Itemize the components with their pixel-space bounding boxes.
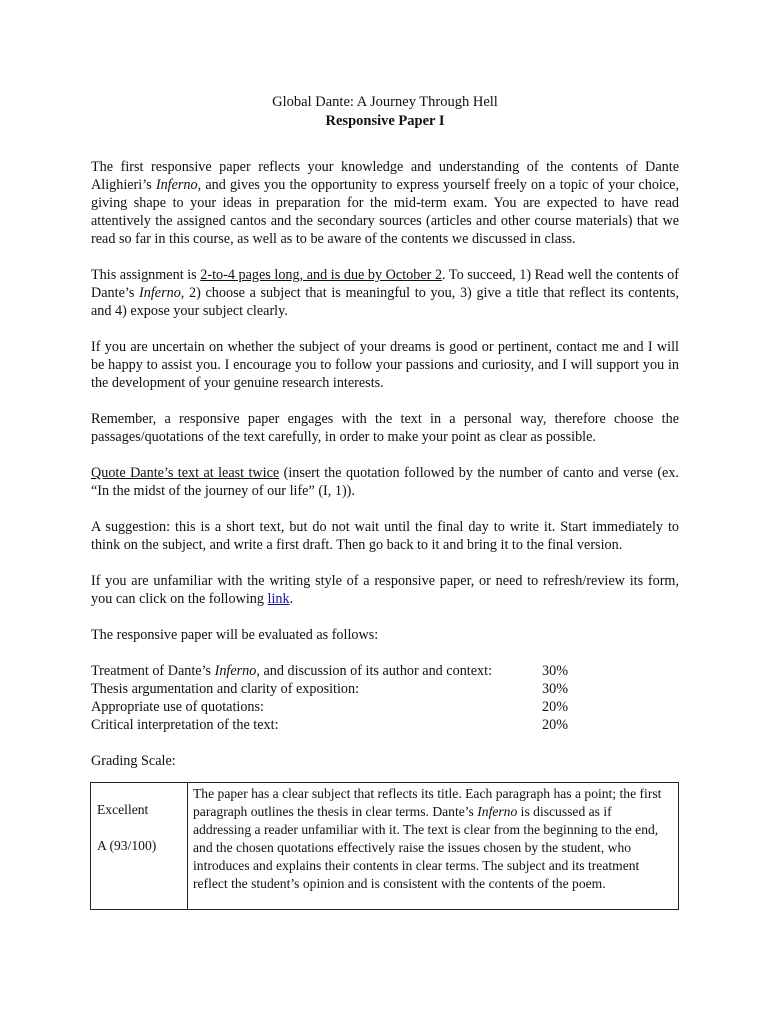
grade-name: Excellent [97,802,149,817]
style-guide-link[interactable]: link [267,591,290,607]
remember-paragraph: Remember, a responsive paper engages with the text in a personal way, therefore choose the passages/quotations of the text carefully, in order to make your point as clear as possible. [91,411,679,445]
course-title: Global Dante: A Journey Through Hell [272,94,498,110]
grade-description: The paper has a clear subject that reflects its title. Each paragraph has a point; the first paragraph outlines the thesis in clear terms. Dante’s Inferno is discussed as if addressing a reader unfamiliar with it. The text is clear from the beginning to the end, and the chosen quotations effectively raise the issues chosen by the student, who introduces and explains their contents in clear terms. The subject and its treatment reflect the student’s opinion and is consistent with the contents of the poem. [188,783,679,910]
evaluation-criteria-list [91,662,679,734]
criterion-row [91,716,679,734]
quote-paragraph: Quote Dante’s text at least twice (insert the quotation followed by the number of canto and verse (ex. “In the midst of the journey of our life” (I, 1)). [91,465,679,499]
suggestion-paragraph: A suggestion: this is a short text, but do not wait until the final day to write it. Start immediately to think on the subject, and write a first draft. Then go back to it and bring it to the final version. [91,519,679,553]
criterion-row [91,662,679,680]
criterion-percent: 20% [542,717,569,733]
assignment-paragraph: This assignment is 2-to-4 pages long, and is due by October 2. To succeed, 1) Read well the contents of Dante’s Inferno, 2) choose a subject that is meaningful to you, 3) give a title that reflect its contents, and 4) expose your subject clearly. [91,267,679,319]
criterion-label: Treatment of Dante’s Inferno, and discussion of its author and context: [91,663,493,679]
criterion-row [91,680,679,698]
criterion-label: Appropriate use of quotations: [91,699,264,715]
intro-paragraph: The first responsive paper reflects your knowledge and understanding of the contents of Dante Alighieri’s Inferno, and gives you the opportunity to express yourself freely on a topic of your choice, giving shape to your ideas in preparation for the mid-term exam. You are expected to have read attentively the assigned cantos and the secondary sources (articles and other course materials) that we read so far in this course, as well as to be aware of the contents we discussed in class. [91,159,680,247]
grading-scale-table [90,782,679,910]
evaluation-intro: The responsive paper will be evaluated as follows: [91,627,379,643]
table-row [91,783,679,910]
due-date-underlined: 2-to-4 pages long, and is due by October 2 [200,267,443,283]
criterion-label: Critical interpretation of the text: [91,717,279,733]
paper-title: Responsive Paper I [325,113,445,129]
criterion-percent: 30% [542,681,569,697]
criterion-percent: 30% [542,663,569,679]
uncertain-paragraph: If you are uncertain on whether the subject of your dreams is good or pertinent, contact me and I will be happy to assist you. I encourage you to follow your passions and curiosity, and I will support you in the development of your genuine research interests. [91,339,679,391]
unfamiliar-paragraph: If you are unfamiliar with the writing style of a responsive paper, or need to refresh/review its form, you can click on the following link. [91,573,679,607]
criterion-row [91,698,679,716]
grade-cell [91,783,188,910]
grading-scale-heading: Grading Scale: [91,753,176,769]
criterion-percent: 20% [542,699,569,715]
quote-underlined: Quote Dante’s text at least twice [91,465,280,481]
criterion-label: Thesis argumentation and clarity of exposition: [91,681,360,697]
grade-score: A (93/100) [97,838,157,853]
